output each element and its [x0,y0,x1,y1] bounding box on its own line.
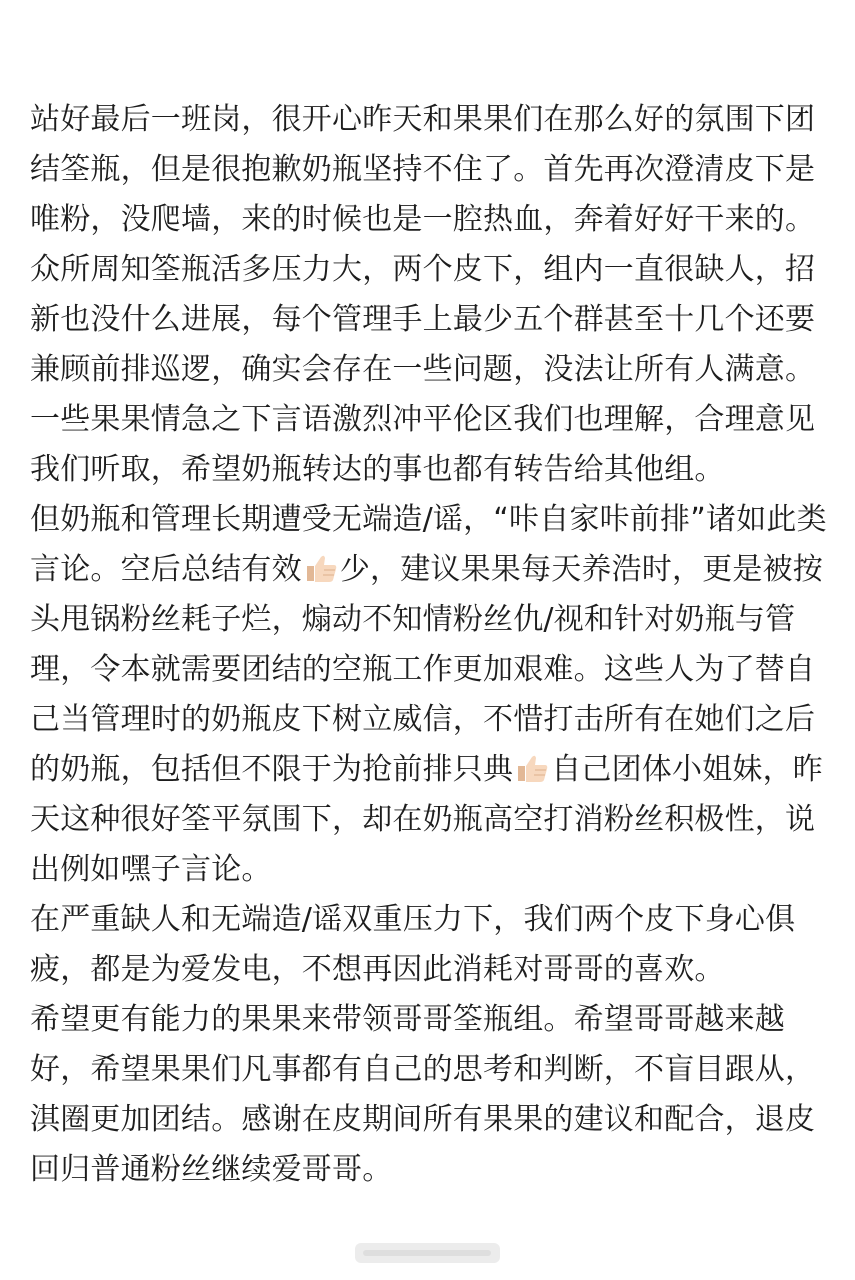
post-line: 一些果果情急之下言语激烈冲平伦区我们也理解，合理意见 [30,402,816,437]
post-line: 结筌瓶，但是很抱歉奶瓶坚持不住了。首先再次澄清皮下是 [30,152,816,187]
post-line [30,745,823,795]
post-line: 出例如嘿子言论。 [30,852,272,887]
thumbs-up-icon [303,553,339,583]
post-line: 兼顾前排巡逻，确实会存在一些问题，没法让所有人满意。 [30,352,816,387]
post-line-segment: 自己团体小姐妹，昨 [551,752,824,787]
post-line: 理，令本就需要团结的空瓶工作更加艰难。这些人为了替自 [30,652,816,687]
watermark-pattern [355,1243,500,1263]
post-line: 希望更有能力的果果来带领哥哥筌瓶组。希望哥哥越来越 [30,1002,785,1037]
post-line: 好，希望果果们凡事都有自己的思考和判断，不盲目跟从， [30,1052,816,1087]
post-line: 天这种很好筌平氛围下，却在奶瓶高空打消粉丝积极性，说 [30,802,816,837]
post-line: 但奶瓶和管理长期遭受无端造/谣，“咔自家咔前排”诸如此类 [30,502,827,537]
thumbs-up-icon [514,753,550,783]
post-line [30,545,823,595]
post-line: 我们听取，希望奶瓶转达的事也都有转告给其他组。 [30,452,725,487]
post-line: 站好最后一班岗，很开心昨天和果果们在那么好的氛围下团 [30,102,816,137]
post-line: 头甩锅粉丝耗子烂，煽动不知情粉丝仇/视和针对奶瓶与管 [30,602,796,637]
post-line: 新也没什么进展，每个管理手上最少五个群甚至十几个还要 [30,302,816,337]
post-line: 众所周知筌瓶活多压力大，两个皮下，组内一直很缺人，招 [30,252,816,287]
post-line: 疲，都是为爱发电，不想再因此消耗对哥哥的喜欢。 [30,952,725,987]
post-line-segment: 的奶瓶，包括但不限于为抢前排只典 [30,752,514,787]
post-line: 在严重缺人和无端造/谣双重压力下，我们两个皮下身心俱 [30,902,796,937]
post-line-segment: 言论。空后总结有效 [30,552,302,587]
post-line-segment: 少，建议果果每天养浩时，更是被按 [339,552,824,587]
watermark [355,1243,500,1263]
post-line: 己当管理时的奶瓶皮下树立威信，不惜打击所有在她们之后 [30,702,816,737]
post-line: 回归普通粉丝继续爱哥哥。 [30,1152,393,1187]
post-line: 唯粉，没爬墙，来的时候也是一腔热血，奔着好好干来的。 [30,202,816,237]
post-line: 淇圈更加团结。感谢在皮期间所有果果的建议和配合，退皮 [30,1102,816,1137]
